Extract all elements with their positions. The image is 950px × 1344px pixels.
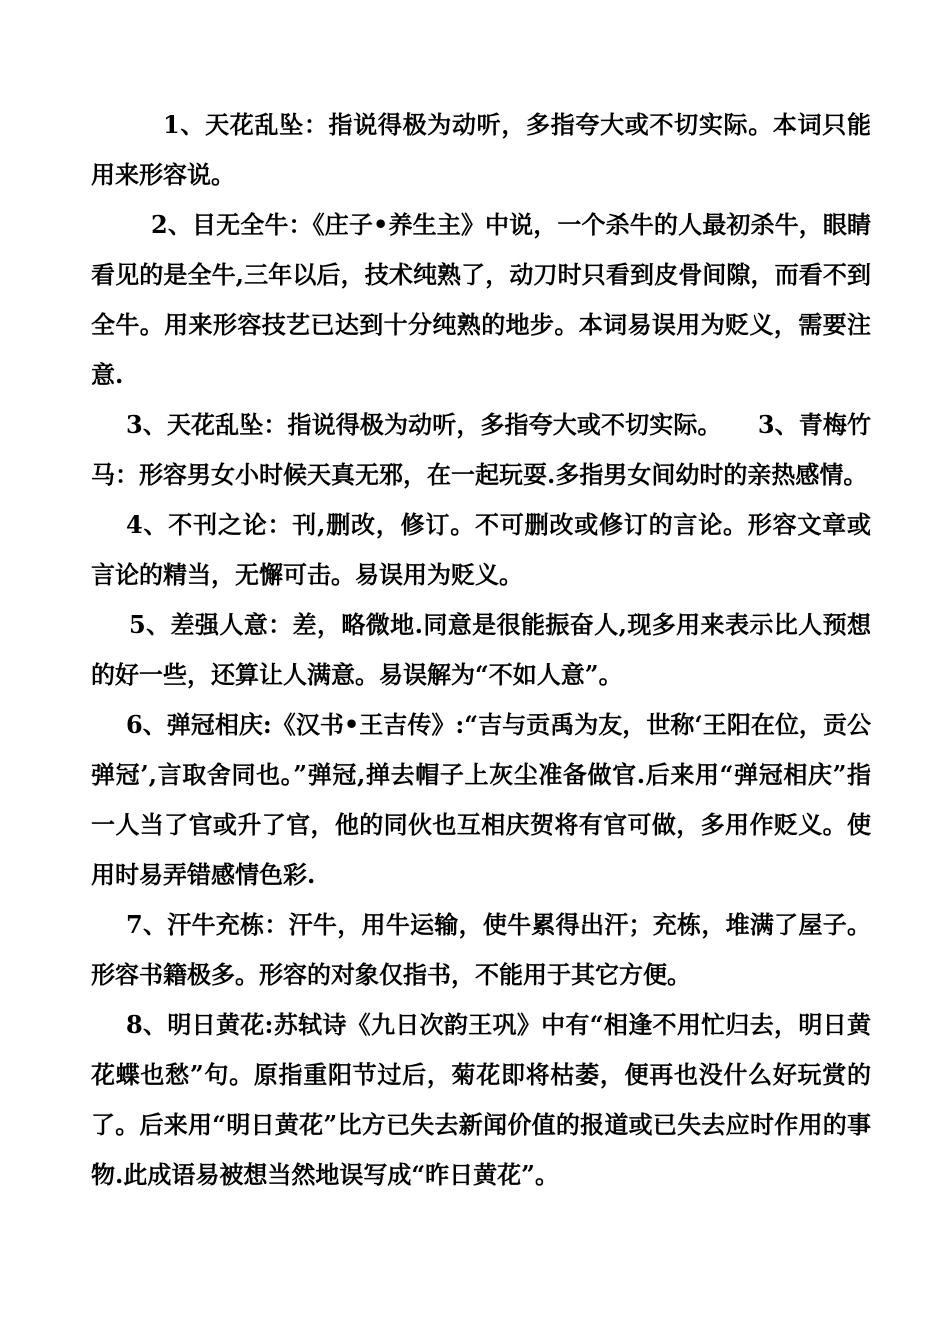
paragraph-6: 6、弹冠相庆:《汉书•王吉传》:“吉与贡禹为友，世称‘王阳在位，贡公弹冠’,言取舍同也。”弹冠,掸去帽子上灰尘准备做官.后来用“弹冠相庆”指一人当了官或升了官，他的同伙也互相庆贺将有官可做，多用作贬义。使用时易弄错感情色彩. bbox=[91, 710, 871, 889]
document-body bbox=[91, 100, 871, 1200]
paragraph-4: 4、不刊之论：刊,删改，修订。不可删改或修订的言论。形容文章或言论的精当，无懈可击。易误用为贬义。 bbox=[91, 510, 871, 589]
paragraph-5: 5、差强人意：差，略微地.同意是很能振奋人,现多用来表示比人预想的好一些，还算让人满意。易误解为“不如人意”。 bbox=[91, 610, 871, 689]
paragraph-7: 7、汗牛充栋：汗牛，用牛运输，使牛累得出汗；充栋，堆满了屋子。形容书籍极多。形容的对象仅指书，不能用于其它方便。 bbox=[91, 910, 871, 989]
paragraph-3: 3、天花乱坠：指说得极为动听，多指夸大或不切实际。 3、青梅竹马：形容男女小时候天真无邪，在一起玩耍.多指男女间幼时的亲热感情。 bbox=[91, 410, 871, 489]
paragraph-2: 2、目无全牛：《庄子•养生主》中说，一个杀牛的人最初杀牛，眼睛看见的是全牛,三年以后，技术纯熟了，动刀时只看到皮骨间隙，而看不到全牛。用来形容技艺已达到十分纯熟的地步。本词易误用为贬义，需要注意. bbox=[91, 210, 871, 389]
paragraph-8: 8、明日黄花:苏轼诗《九日次韵王巩》中有“相逢不用忙归去，明日黄花蝶也愁”句。原指重阳节过后，菊花即将枯萎，便再也没什么好玩赏的了。后来用“明日黄花”比方已失去新闻价值的报道或已失去应时作用的事物.此成语易被想当然地误写成“昨日黄花”。 bbox=[91, 1010, 871, 1189]
paragraph-1: 1、天花乱坠：指说得极为动听，多指夸大或不切实际。本词只能用来形容说。 bbox=[91, 110, 871, 189]
